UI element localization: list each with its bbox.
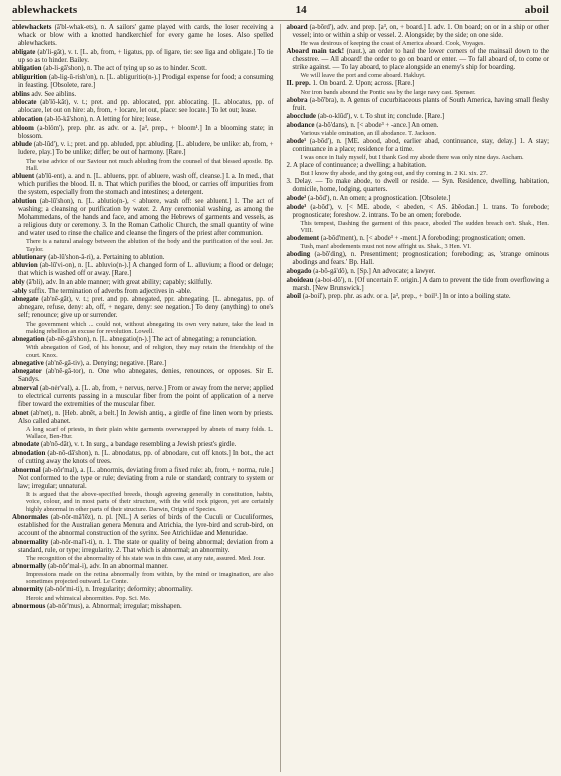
entry-etymology: (a-bōrd'), adv. and prep. [a³, on, + board.]: [309, 24, 426, 31]
entry-quotation: We will leave the port and come aboard. Hakluyt.: [300, 72, 426, 80]
dictionary-entry: [12, 467, 274, 514]
entry-etymology: (ab'nē-gā-tor), n.: [45, 368, 95, 376]
entry-definition: 2. A place of continuance; a dwelling; a habitation.: [286, 162, 427, 170]
entry-etymology: (ab-nėr'val), a. [L. ab, from, + nervus, nerve.]: [39, 384, 167, 392]
entry-etymology: (a-bōd'ment), n. [< abode³ + -ment.]: [320, 235, 421, 243]
entry-etymology: (ab'nē-gā-tiv), a.: [45, 359, 91, 367]
entry-headword: aboideau: [286, 276, 314, 284]
entry-headword: abobra: [286, 96, 308, 104]
dictionary-entry: [12, 385, 274, 409]
entry-etymology: (a-bō'bra), n.: [309, 96, 346, 104]
entry-etymology: (ab-nôr'mi-ti), n.: [44, 586, 91, 594]
entry-headword: ablution: [12, 197, 37, 205]
entry-headword: abode³: [286, 203, 307, 211]
entry-definition: To deny (anything) to one's self; renounce; give up or surrender.: [18, 304, 274, 320]
columns: [12, 24, 549, 772]
entry-headword: abligate: [12, 48, 36, 56]
entry-definition: 1. trans. To forebode; prognosticate; foreshow. 2. intrans. To be an omen; forebode.: [292, 203, 549, 219]
dictionary-entry: [12, 450, 274, 466]
entry-headword: ablocation: [12, 116, 43, 124]
entry-quotation: But I know thy abode, and thy going out, and thy coming in. 2 Ki. xix. 27.: [300, 170, 488, 178]
entry-quotation: With abnegation of God, of his honour, and of religion, they may retain the friendship of the court. Knox.: [26, 344, 274, 359]
entry-definition: 1. On board. 2. Upon; across. [Rare.]: [312, 80, 415, 88]
entry-definition: One who abnegates, denies, renounces, or opposes. Sir E. Sandys.: [18, 368, 274, 384]
dictionary-entry: [12, 141, 274, 172]
entry-etymology: (a-bō'dans), n. [< abode³ + -ance.]: [316, 121, 410, 129]
entry-etymology: (ab-nôr'mus), a.: [47, 602, 91, 610]
entry-etymology: (ab-nôr-mā'lēz), n. pl. [NL.]: [50, 513, 132, 521]
entry-definition: Irregularity; deformity; abnormality.: [92, 586, 193, 594]
entry-quotation: A long scarf of priests, in their plain white garments overwrapped by abnets of many folds. L. Wallace, Ben-Hur.: [26, 425, 274, 441]
entry-etymology: (naut.),: [346, 48, 367, 56]
entry-headword: ablutionary: [12, 253, 47, 261]
entry-definition: I. adv. 1. On board; on or in a ship or other vessel; into or within a ship or vessel. 2. Alongside; by the side; on one side.: [292, 24, 549, 40]
entry-definition: Pertaining to ablution.: [103, 253, 165, 261]
entry-definition: In Jewish antiq., a girdle of fine linen worn by priests. Also called abanet.: [18, 409, 274, 425]
entry-definition: 3. Delay. — To make abode, to dwell or reside. — Syn. Residence, dwelling, habitation, domicile, home, lodging, quarters.: [286, 178, 549, 194]
dictionary-entry: [287, 122, 550, 138]
entry-etymology: (ab-nôr-mal'i-ti), n.: [50, 538, 105, 546]
entry-headword: abluvion: [12, 262, 38, 270]
entry-etymology: (a-bōd'), n. [ME. abood, abod, earlier abad, continuance, stay, delay.]: [309, 137, 517, 145]
entry-etymology: (a-bōd'), n.: [307, 194, 339, 202]
entry-etymology: (ab-nôr'mal-i), adv.: [47, 562, 101, 570]
entry-definition: A sailors' game played with cards, the loser receiving a whack or blow with a knotted handkerchief for every game he loses. Also spelled ablewhackets.: [18, 24, 274, 48]
dictionary-entry: [12, 125, 274, 141]
entry-quotation: Nor iron bands abound the Pontic sea by the large navy cast. Spenser.: [300, 88, 476, 96]
dictionary-entry: [287, 195, 550, 203]
dictionary-entry: [12, 563, 274, 586]
entry-definition: A dam to prevent the tide from overflowing a marsh. [New Brunswick.]: [292, 276, 549, 292]
entry-etymology: (ab-lū'shon-ā-ri), a.: [48, 253, 102, 261]
entry-quotation: Tush, man! abodements must not now affright us. Shak., 3 Hen. VI.: [300, 243, 471, 251]
entry-definition: From or away from the nerve; applied to electrical currents passing in a muscular fiber from the point of application of a nerve fiber toward the extremities of the muscular fiber.: [18, 384, 274, 409]
dictionary-entry: [12, 296, 274, 335]
entry-etymology: (ā'bl-whak-ets), n.: [54, 24, 107, 31]
dictionary-entry: [12, 360, 274, 368]
dictionary-entry: [12, 441, 274, 449]
entry-definition: In bot., the act of cutting away the knots of trees.: [18, 449, 274, 466]
entry-definition: To shut in; conclude. [Rare.]: [365, 113, 445, 121]
entry-headword: aboil: [286, 293, 302, 301]
entry-headword: -ably: [12, 287, 27, 295]
entry-quotation: It is argued that the above-specified breeds, though agreeing generally in constitution, habits, voice, colour, and in most parts of their structure, with the wild rock pigeon, yet are certainly highly abnormal in other parts of their structure. Darwin, Origin of Species.: [26, 490, 274, 513]
entry-headword: aboard: [286, 24, 308, 31]
entry-definition: A foreboding; prognostication; omen.: [421, 235, 526, 243]
page-number: 14: [295, 4, 307, 16]
entry-headword: II. prep.: [286, 80, 311, 88]
dictionary-entry: [287, 251, 550, 267]
entry-definition: In surg., a bandage resembling a Jewish priest's girdle.: [86, 441, 237, 449]
entry-etymology: (a-boi-dō'), n. [Of uncertain F. origin.]: [315, 276, 422, 284]
right-column: [281, 24, 550, 772]
dictionary-entry: [287, 277, 550, 293]
dictionary-entry: [12, 99, 274, 115]
dictionary-entry: [12, 74, 274, 90]
dictionary-entry: [12, 24, 274, 48]
entry-definition: A series of birds of the Cuculi or Cuculiformes, established for the Australian genera Menura and Atrichia, the lyre-bird and scrub-bird, on account of the abnormal construction of the syrinx. See Atrichiidae and Menuridae.: [18, 513, 274, 538]
entry-headword: abnodation: [12, 449, 46, 457]
dictionary-entry: [12, 198, 274, 253]
dictionary-entry: [12, 49, 274, 65]
entry-definition: The act of abnegating; a renunciation.: [152, 336, 257, 343]
entry-etymology: (ab'lō-kāt), v. t.; pret. and pp. ablocated, ppr. ablocating. [L. ablocatus, pp. of ablocare, let out on hire: ab, from, + locare, let out, place: see locate.]: [18, 99, 274, 115]
dictionary-entry: [287, 162, 550, 178]
dictionary-entry: [287, 178, 550, 194]
entry-etymology: (ab'net), n. [Heb. abnēt, a belt.]: [30, 409, 119, 417]
entry-quotation: The wise advice of our Saviour not much abluding from the counsel of that blessed apostle. Bp. Hall.: [26, 157, 274, 172]
entry-definition: To tie up so as to hinder. Bailey.: [18, 48, 274, 64]
entry-headword: abogado: [286, 267, 312, 275]
dictionary-entry: [12, 65, 274, 73]
dictionary-entry: [12, 336, 274, 359]
dictionary-entry: [287, 113, 550, 121]
entry-headword: aboding: [286, 251, 311, 259]
entry-definition: In an abnormal manner.: [102, 562, 169, 570]
dictionary-entry: [287, 293, 550, 301]
entry-definition: Presentiment; prognostication; foreboding; as, 'strange ominous abodings and fears.' Bp. Hall.: [292, 251, 549, 267]
entry-definition: Abnormal; irregular; misshapen.: [91, 602, 182, 610]
entry-definition: A genus of cucurbitaceous plants of South America, having small fleshy fruit.: [292, 96, 549, 112]
entry-etymology: (a-boil'), prep. phr. as adv. or a. [a³, prep., + boil¹.]: [302, 293, 442, 301]
entry-headword: abnegative: [12, 359, 44, 367]
entry-etymology: (ā'bli), adv.: [26, 279, 58, 287]
entry-quotation: Various viable omination, an ill abodance. T. Jackson.: [300, 129, 437, 137]
entry-etymology: (ab-lig-ū-rish'on), n. [L. abliguritio(n-).]: [48, 74, 161, 82]
entry-etymology: (ab-nō-dā'shon), n. [L. abnodatus, pp. of abnodare, cut off knots.]: [47, 449, 231, 457]
entry-headword: abligation: [12, 65, 42, 73]
entry-definition: In a blooming state; in blossom.: [18, 124, 274, 140]
entry-etymology: (a-blöm'), prep. phr. as adv. or a. [a³, prep., + bloom¹.]: [37, 124, 202, 132]
entry-headword: abode¹: [286, 137, 307, 145]
entry-quotation: The government which ... could not, without abnegating its own very nature, take the lead in making rebellion an excuse for revolution. Lowell.: [26, 320, 274, 335]
entry-etymology: (a-bōd'), v. [< ME. abode, < abeden, < AS. ābēodan.]: [310, 203, 479, 211]
entry-etymology: (ab-nē-gā'shon), n. [L. abnegatio(n-).]: [46, 336, 151, 343]
dictionary-entry: [287, 235, 550, 251]
entry-definition: 1. A stay; continuance in a place; residence for a time.: [292, 137, 549, 154]
entry-etymology: adv.: [31, 90, 43, 98]
entry-quotation: The recognition of the abnormality of his state was in this case, at any rate, assured. Med. Jour.: [26, 554, 266, 562]
entry-headword: abnormality: [12, 538, 49, 546]
entry-definition: an order to haul the lower corners of the mainsail down to the chesstree. — All aboard! the order to go on board or enter. — To fall aboard of, to come or strike against. — To lay aboard, to place alongside an enemy's ship for boarding.: [292, 48, 549, 72]
dictionary-entry: [12, 586, 274, 602]
left-column: [12, 24, 281, 772]
entry-definition: A letting for hire; lease.: [96, 116, 162, 124]
entry-definition: An omen; a prognostication. [Obsolete.]: [339, 194, 451, 202]
entry-headword: abnegator: [12, 368, 42, 376]
dictionary-entry: [12, 410, 274, 441]
entry-quotation: There is a natural analogy between the ablution of the body and the purification of the soul. Jer. Taylor.: [26, 238, 274, 253]
entry-etymology: (ab-lūd'), v. i.; pret. and pp. abluded, ppr. abluding. [L. abludere, be unlike: ab, from, + ludere, play.]: [18, 141, 274, 157]
dictionary-entry: [12, 368, 274, 384]
entry-headword: abnormal: [12, 466, 41, 474]
entry-definition: 1. The act of washing; a cleansing or purification by water. 2. Any ceremonial washing, as among the Mohammedans, of the hands and face, and among the Hebrews of garments and vessels, as a religious duty or ceremony. 3. In the Roman Catholic Church, the small quantity of wine and water used to rinse the chalice and cleanse the fingers of the priest after communion.: [18, 197, 274, 238]
dictionary-entry: [287, 138, 550, 162]
entry-etymology: (ab-li-gā'shon), n.: [43, 65, 93, 73]
entry-headword: ably: [12, 279, 25, 287]
entry-headword: abodement: [286, 235, 320, 243]
entry-definition: Not conformed to the type or rule; deviating from a rule or standard; contrary to system or law; irregular; unnatural.: [18, 474, 274, 490]
entry-definition: The termination of adverbs from adjectives in -able.: [47, 287, 192, 295]
entry-headword: abnodate: [12, 441, 40, 449]
dictionary-entry: [12, 116, 274, 124]
entry-definition: See aiblins.: [44, 90, 77, 98]
dictionary-entry: [12, 279, 274, 287]
entry-etymology: (ab-lū'shon), n. [L. ablutio(n-), < abluere, wash off: see abluent.]: [39, 197, 232, 205]
entry-headword: ablins: [12, 90, 30, 98]
entry-headword: abode²: [286, 194, 307, 202]
entry-etymology: suffix.: [28, 287, 47, 295]
dictionary-entry: [12, 539, 274, 563]
entry-headword: abnormally: [12, 562, 47, 570]
entry-headword: Abnormales: [12, 513, 48, 521]
entry-definition: A changed form of L. alluvium; a flood or deluge; that which is washed off or away. [Rare.]: [18, 262, 274, 278]
entry-etymology: (ab'lū-ent), a. and n. [L. abluens, ppr. of abluere, wash off, cleanse.]: [36, 173, 224, 180]
dictionary-entry: [287, 97, 550, 113]
entry-headword: abnormous: [12, 602, 46, 610]
dictionary-entry: [12, 254, 274, 262]
dictionary-entry: [287, 24, 550, 48]
entry-quotation: Impressions made on the retina abnormally from within, by the mind or imagination, are also sometimes projected outward. Le Conte.: [26, 570, 274, 586]
entry-etymology: (ab'li-gāt), v. t. [L. ab, from, + ligatus, pp. of ligare, tie: see liga and obligate.]: [37, 48, 256, 56]
entry-headword: abligurition: [12, 74, 47, 82]
entry-definition: In or into a boiling state.: [442, 293, 511, 301]
entry-etymology: (ab'nē-gāt), v. t.; pret. and pp. abnegated, ppr. abnegating. [L. abnegatus, pp. of abnegare, refuse, deny: ab, off, + negare, deny: see negation.]: [18, 296, 274, 312]
entry-definition: To be unlike; differ; be out of harmony. [Rare.]: [55, 149, 186, 157]
entry-etymology: (ab-lū'vi-on), n. [L. abluvio(n-).]: [39, 262, 131, 270]
entry-definition: An omen.: [411, 121, 439, 129]
dictionary-entry: [287, 80, 550, 96]
dictionary-entry: [12, 173, 274, 197]
header-right-guide-word: aboil: [524, 4, 549, 16]
entry-etymology: (ab-nôr'mal), a. [L. abnormis, deviating from a fixed rule: ab, from, + norma, rule.]: [42, 466, 274, 474]
dictionary-entry: [12, 262, 274, 278]
header-left-guide-word: ablewhackets: [12, 4, 78, 16]
entry-headword: abnerval: [12, 384, 39, 392]
dictionary-entry: [287, 204, 550, 235]
entry-definition: Prodigal expense for food; a consuming in feasting. [Obsolete, rare.]: [18, 74, 274, 90]
entry-definition: In an able manner; with great ability; capably; skilfully.: [58, 279, 213, 287]
entry-headword: abnormity: [12, 586, 44, 594]
entry-definition: To let out; lease.: [211, 107, 257, 115]
entry-definition: 1. The state or quality of being abnormal; deviation from a standard, rule, or type; irregularity. 2. That which is abnormal; an abnormity.: [18, 538, 274, 554]
dictionary-entry: [287, 48, 550, 80]
entry-headword: abloom: [12, 124, 34, 132]
entry-etymology: (a-bō'ding), n.: [314, 251, 357, 259]
entry-headword: abnegation: [12, 336, 45, 343]
entry-headword: abluent: [12, 173, 35, 180]
entry-headword: ablocate: [12, 99, 37, 107]
entry-definition: The act of tying up so as to hinder. Scott.: [93, 65, 207, 73]
entry-definition: I. a. In med., that which purifies the blood. II. n. That which purifies the blood, or carries off impurities from the system, especially from the stomach and intestines; a detergent.: [18, 173, 274, 197]
dictionary-entry: [12, 514, 274, 538]
entry-headword: abocclude: [286, 113, 316, 121]
entry-quotation: Heroic and whimsical abnormities. Pop. Sci. Mo.: [26, 594, 151, 602]
entry-headword: Aboard main tack!: [286, 48, 345, 56]
dictionary-entry: [12, 91, 274, 99]
entry-headword: abnegate: [12, 296, 39, 304]
dictionary-entry: [287, 268, 550, 276]
dictionary-entry: [12, 288, 274, 296]
dictionary-entry: [12, 603, 274, 611]
entry-headword: abodance: [286, 121, 315, 129]
entry-etymology: (ab-o-klūd'), v. t.: [317, 113, 364, 121]
entry-definition: Denying; negative. [Rare.]: [92, 359, 167, 367]
entry-quotation: He was desirous of keeping the coast of America aboard. Cook, Voyages.: [300, 40, 485, 48]
entry-quotation: I was once in Italy myself, but I thank God my abode there was only nine days. Ascham.: [300, 154, 524, 162]
entry-headword: abnet: [12, 409, 29, 417]
entry-definition: An advocate; a lawyer.: [372, 267, 436, 275]
entry-etymology: (ab'nō-dāt), v. t.: [40, 441, 85, 449]
entry-etymology: (a-bō-gä'dō), n. [Sp.]: [313, 267, 371, 275]
entry-headword: ablude: [12, 141, 32, 149]
entry-etymology: (ab-lō-kā'shon), n.: [44, 116, 95, 124]
entry-quotation: This tempest, Dashing the garment of this peace, aboded The sudden breach on't. Shak., Hen. VIII.: [300, 219, 549, 235]
entry-headword: ablewhackets: [12, 24, 52, 31]
page-header: [12, 4, 549, 21]
